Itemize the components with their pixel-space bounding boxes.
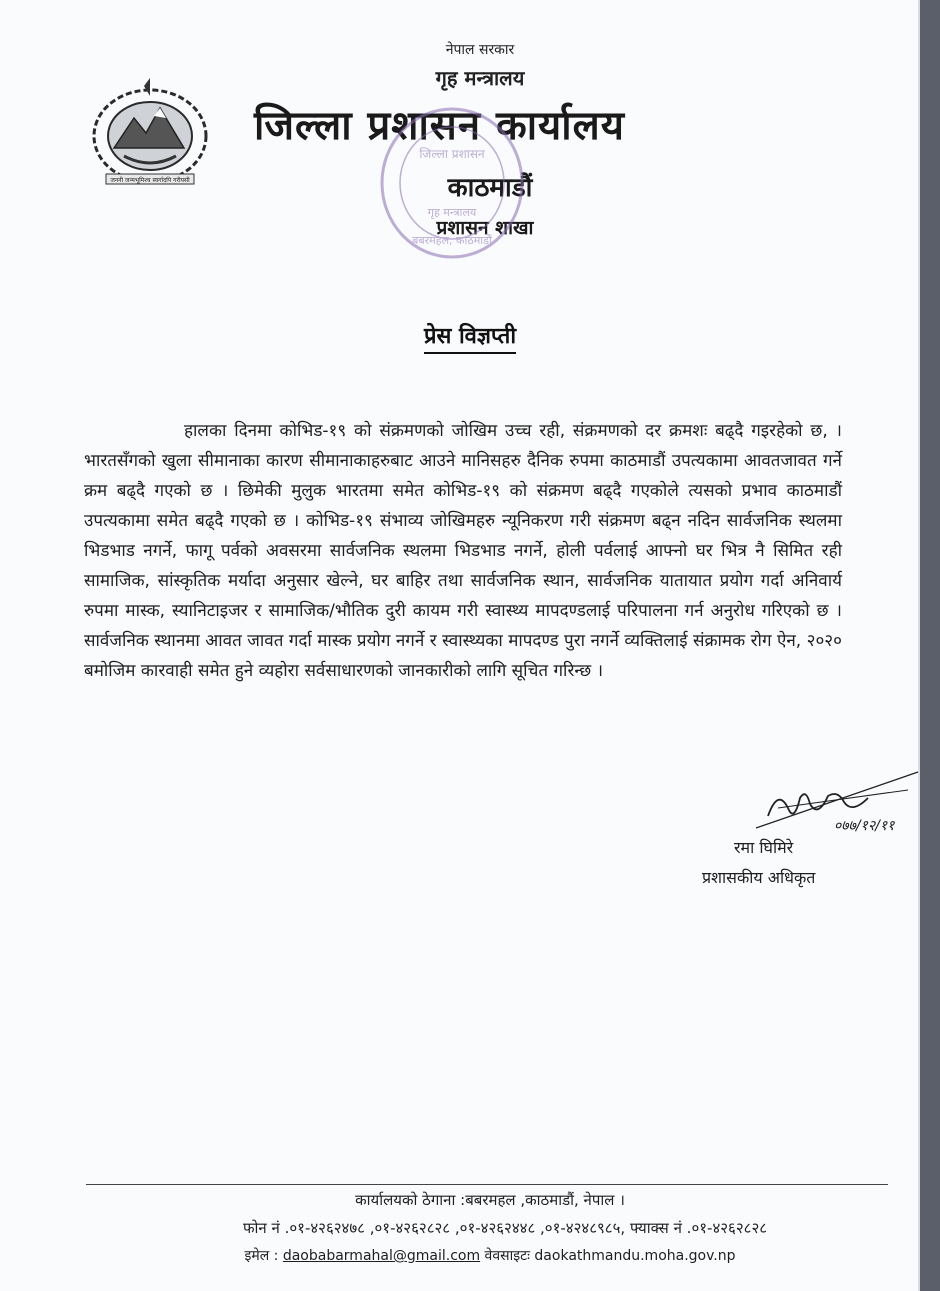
website-link[interactable]: daokathmandu.moha.gov.np <box>534 1248 736 1264</box>
notice-title <box>0 320 940 350</box>
website-label: वेवसाइटः <box>484 1248 530 1264</box>
notice-title-text: प्रेस विज्ञप्ती <box>424 324 516 354</box>
stamp-text-2: गृह मन्त्रालय <box>427 206 477 219</box>
email-link[interactable]: daobabarmahal@gmail.com <box>282 1248 481 1264</box>
footer-divider <box>86 1184 888 1185</box>
signer-name: रमा घिमिरे <box>734 838 794 857</box>
email-label: इमेल : <box>244 1248 279 1264</box>
footer-phones: फोन नं .०१-४२६२४७८ ,०१-४२६२८२८ ,०१-४२६२४४८ ,०१-४२४८९८५, फ्याक्स नं .०१-४२६२८२८ <box>242 1219 768 1237</box>
footer-address: कार्यालयको ठेगाना :बबरमहल ,काठमाडौं, नेपाल । <box>355 1191 625 1209</box>
government-name: नेपाल सरकार <box>445 42 515 58</box>
office-name: जिल्ला प्रशासन कार्यालय <box>254 103 625 149</box>
district-name: काठमाडौं <box>447 173 533 203</box>
signer-title: प्रशासकीय अधिकृत <box>702 868 816 887</box>
branch-name: प्रशासन शाखा <box>436 217 534 239</box>
footer-contact <box>0 1246 940 1265</box>
signature-date: ०७७/१२/११ <box>834 818 895 834</box>
office-stamp-icon <box>372 98 532 268</box>
stamp-text-3: बबरमहल, काठमाडौं <box>412 234 492 247</box>
ministry-name: गृह मन्त्रालय <box>435 66 525 90</box>
emblem-caption: जननी जन्मभूमिश्च स्वर्गादपि गरीयसी <box>110 177 190 184</box>
notice-body: हालका दिनमा कोभिड-१९ को संक्रमणको जोखिम उच्च रही, संक्रमणको दर क्रमशः बढ्दै गइरहेको छ, । भारतसँगको खुला सीमानाका कारण सीमानाकाहरुबाट आउने मानिसहरु दैनिक रुपमा काठमाडौं उपत्यकामा आवतजावत गर्ने क्रम बढ्दै गएको छ । छिमेकी मुलुक भारतमा समेत कोभिड-१९ को संक्रमण बढ्दै गएकोले त्यसको प्रभाव काठमाडौं उपत्यकामा समेत बढ्दै गएको छ । कोभिड-१९ संभाव्य जोखिमहरु न्यूनिकरण गरी संक्रमण बढ्न नदिन सार्वजनिक स्थलमा भिडभाड नगर्ने, फागू पर्वको अवसरमा सार्वजनिक स्थलमा भिडभाड नगर्ने, होली पर्वलाई आफ्नो घर भित्र नै सिमित रही सामाजिक, सांस्कृतिक मर्यादा अनुसार खेल्ने, घर बाहिर तथा सार्वजनिक स्थान, सार्वजनिक यातायात प्रयोग गर्दा अनिवार्य रुपमा मास्क, स्यानिटाइजर र सामाजिक/भौतिक दुरी कायम गरी स्वास्थ्य मापदण्डलाई परिपालना गर्न अनुरोध गरिएको छ । सार्वजनिक स्थानमा आवत जावत गर्दा मास्क प्रयोग नगर्ने र स्वास्थ्यका मापदण्ड पुरा नगर्ने व्यक्तिलाई संक्रामक रोग ऐन, २०२० बमोजिम कारवाही समेत हुने व्यहोरा सर्वसाधारणको जानकारीको लागि सूचित गरिन्छ । <box>84 421 842 681</box>
stamp-text-1: जिल्ला प्रशासन <box>419 147 485 161</box>
